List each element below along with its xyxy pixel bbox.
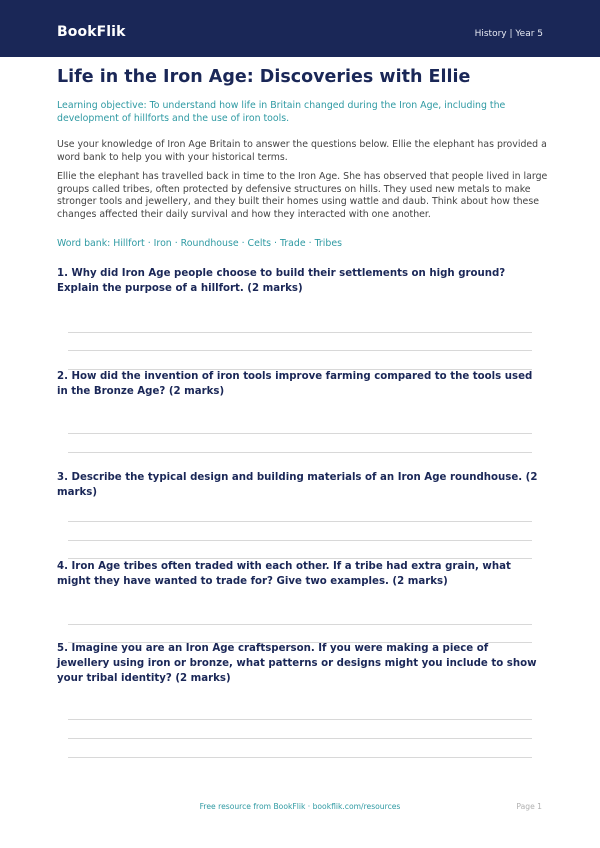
answer-line[interactable] bbox=[68, 624, 532, 625]
answer-line[interactable] bbox=[68, 558, 532, 559]
learning-objective: Learning objective: To understand how life in Britain changed during the Iron Age, including the development of hillforts and the use of iron tools. bbox=[57, 100, 506, 124]
answer-line[interactable] bbox=[68, 452, 532, 453]
answer-line[interactable] bbox=[68, 540, 532, 541]
answer-line[interactable] bbox=[68, 521, 532, 522]
answer-line[interactable] bbox=[68, 757, 532, 758]
answer-line[interactable] bbox=[68, 719, 532, 720]
question-2: 2. How did the invention of iron tools improve farming compared to the tools used in the Bronze Age? (2 marks) bbox=[57, 371, 533, 397]
question-3: 3. Describe the typical design and building materials of an Iron Age roundhouse. (2 marks) bbox=[57, 472, 538, 498]
page-number: Page 1 bbox=[516, 802, 542, 811]
question-4: 4. Iron Age tribes often traded with each other. If a tribe had extra grain, what might they have wanted to trade for? Give two examples. (2 marks) bbox=[57, 561, 511, 587]
question-1: 1. Why did Iron Age people choose to build their settlements on high ground? Explain the purpose of a hillfort. (2 marks) bbox=[57, 268, 506, 294]
answer-line[interactable] bbox=[68, 350, 532, 351]
subject-label: History | Year 5 bbox=[474, 29, 543, 39]
answer-line[interactable] bbox=[68, 332, 532, 333]
brand-logo: BookFlik bbox=[57, 24, 126, 40]
story-paragraph: Ellie the elephant has travelled back in time to the Iron Age. She has observed that people lived in large groups called tribes, often protected by defensive structures on hills. They used new metals to make stronger tools and jewellery, and they built their homes using wattle and daub. Think about how these changes affected their daily survival and how they interacted with one another. bbox=[57, 171, 548, 221]
intro-paragraph: Use your knowledge of Iron Age Britain to answer the questions below. Ellie the elephant has provided a word bank to help you with your historical terms. bbox=[57, 139, 547, 163]
answer-line[interactable] bbox=[68, 433, 532, 434]
page-title: Life in the Iron Age: Discoveries with Ellie bbox=[57, 67, 471, 87]
footer-text[interactable]: Free resource from BookFlik · bookflik.com/resources bbox=[199, 802, 401, 811]
page-header bbox=[0, 0, 600, 57]
word-bank: Word bank: Hillfort · Iron · Roundhouse · Celts · Trade · Tribes bbox=[57, 238, 342, 249]
question-5: 5. Imagine you are an Iron Age craftsperson. If you were making a piece of jewellery using iron or bronze, what patterns or designs might you include to show your tribal identity? (2 marks) bbox=[57, 643, 537, 684]
answer-line[interactable] bbox=[68, 738, 532, 739]
